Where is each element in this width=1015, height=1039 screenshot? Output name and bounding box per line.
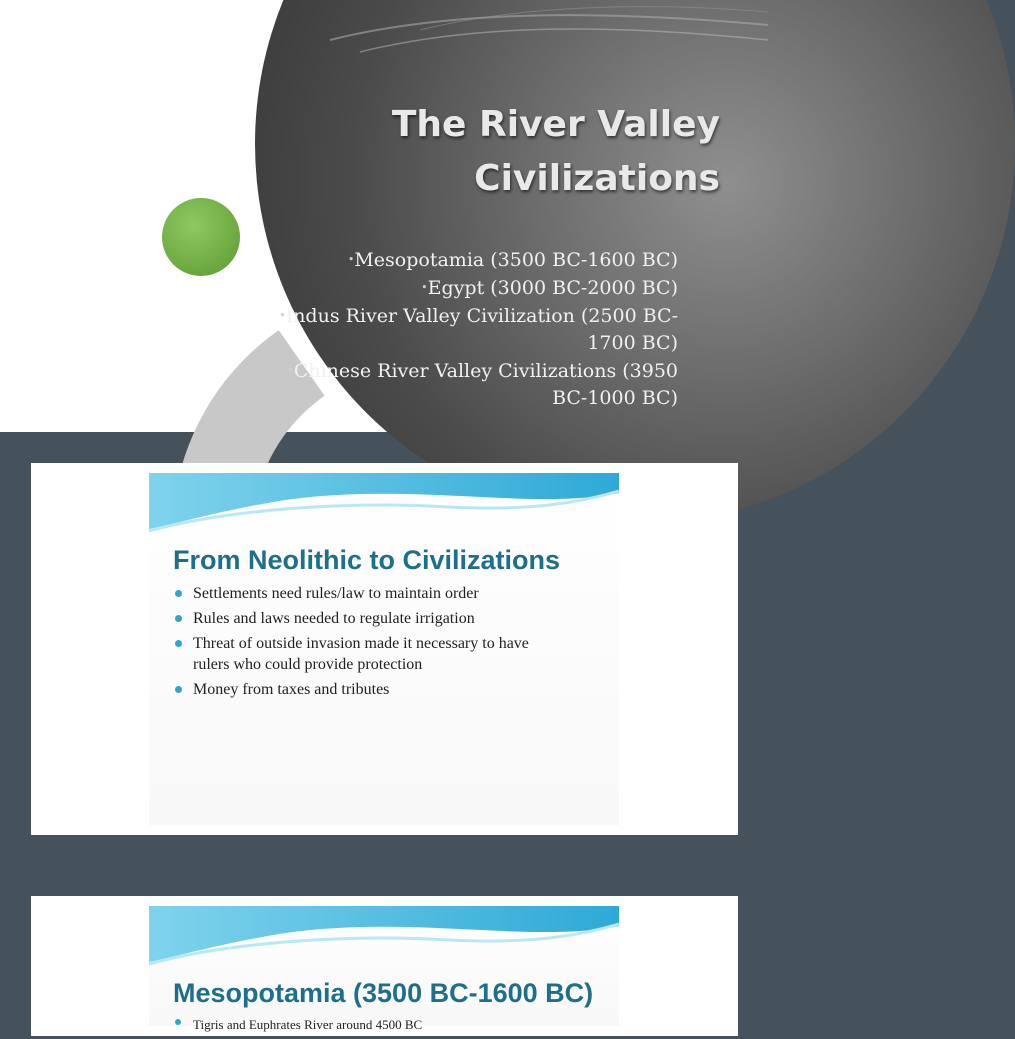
slide-card [31,463,738,835]
list-item-text: Indus River Valley Civilization (2500 BC- [285,305,678,327]
slide-heading: From Neolithic to Civilizations [173,545,561,575]
bullet-icon [175,590,182,597]
list-item-text: Money from taxes and tributes [193,681,390,698]
list-item [258,357,678,412]
bullet-icon: • [421,281,428,294]
civilization-list [258,246,678,412]
slide-heading: Mesopotamia (3500 BC-1600 BC) [173,978,594,1008]
title-line-1: The River Valley [391,104,720,145]
bullet-list [175,1014,605,1039]
list-item [258,302,678,357]
bullet-list [175,583,605,704]
slide-title [300,98,720,206]
slide-card [31,896,738,1036]
list-item-text: BC-1000 BC) [552,387,678,409]
bullet-icon: • [279,309,286,322]
list-item-text: Settlements need rules/law to maintain order [193,585,479,602]
slide-content [149,473,619,825]
list-item-text: Egypt (3000 BC-2000 BC) [427,277,678,299]
list-item-text: Rules and laws needed to regulate irrigation [193,610,475,627]
list-item [175,1014,605,1035]
list-item [258,246,678,274]
green-circle-decoration [162,198,240,276]
slide-content [149,906,619,1032]
wave-header-decoration [149,473,619,533]
list-item-text: Tigris and Euphrates River around 4500 BC [193,1017,423,1032]
list-item [175,633,605,675]
bullet-icon [175,686,182,693]
wave-header-decoration [149,906,619,966]
bullet-icon [175,1019,181,1025]
list-item [175,583,605,604]
swoosh-decoration [0,0,768,80]
list-item [258,274,678,302]
bullet-icon [175,615,182,622]
list-item [175,608,605,629]
list-item-text: Mesopotamia (3500 BC-1600 BC) [354,249,678,271]
list-item [175,679,605,700]
list-item-text: Threat of outside invasion made it necessary to have [193,635,529,652]
list-item-text: rulers who could provide protection [193,656,423,673]
bullet-icon: • [287,364,294,377]
bullet-icon: • [347,253,355,266]
list-item-text: Chinese River Valley Civilizations (3950 [293,360,678,382]
title-line-2: Civilizations [474,158,720,199]
title-slide [0,0,768,432]
list-item-text: 1700 BC) [587,332,678,354]
bullet-icon [175,640,182,647]
